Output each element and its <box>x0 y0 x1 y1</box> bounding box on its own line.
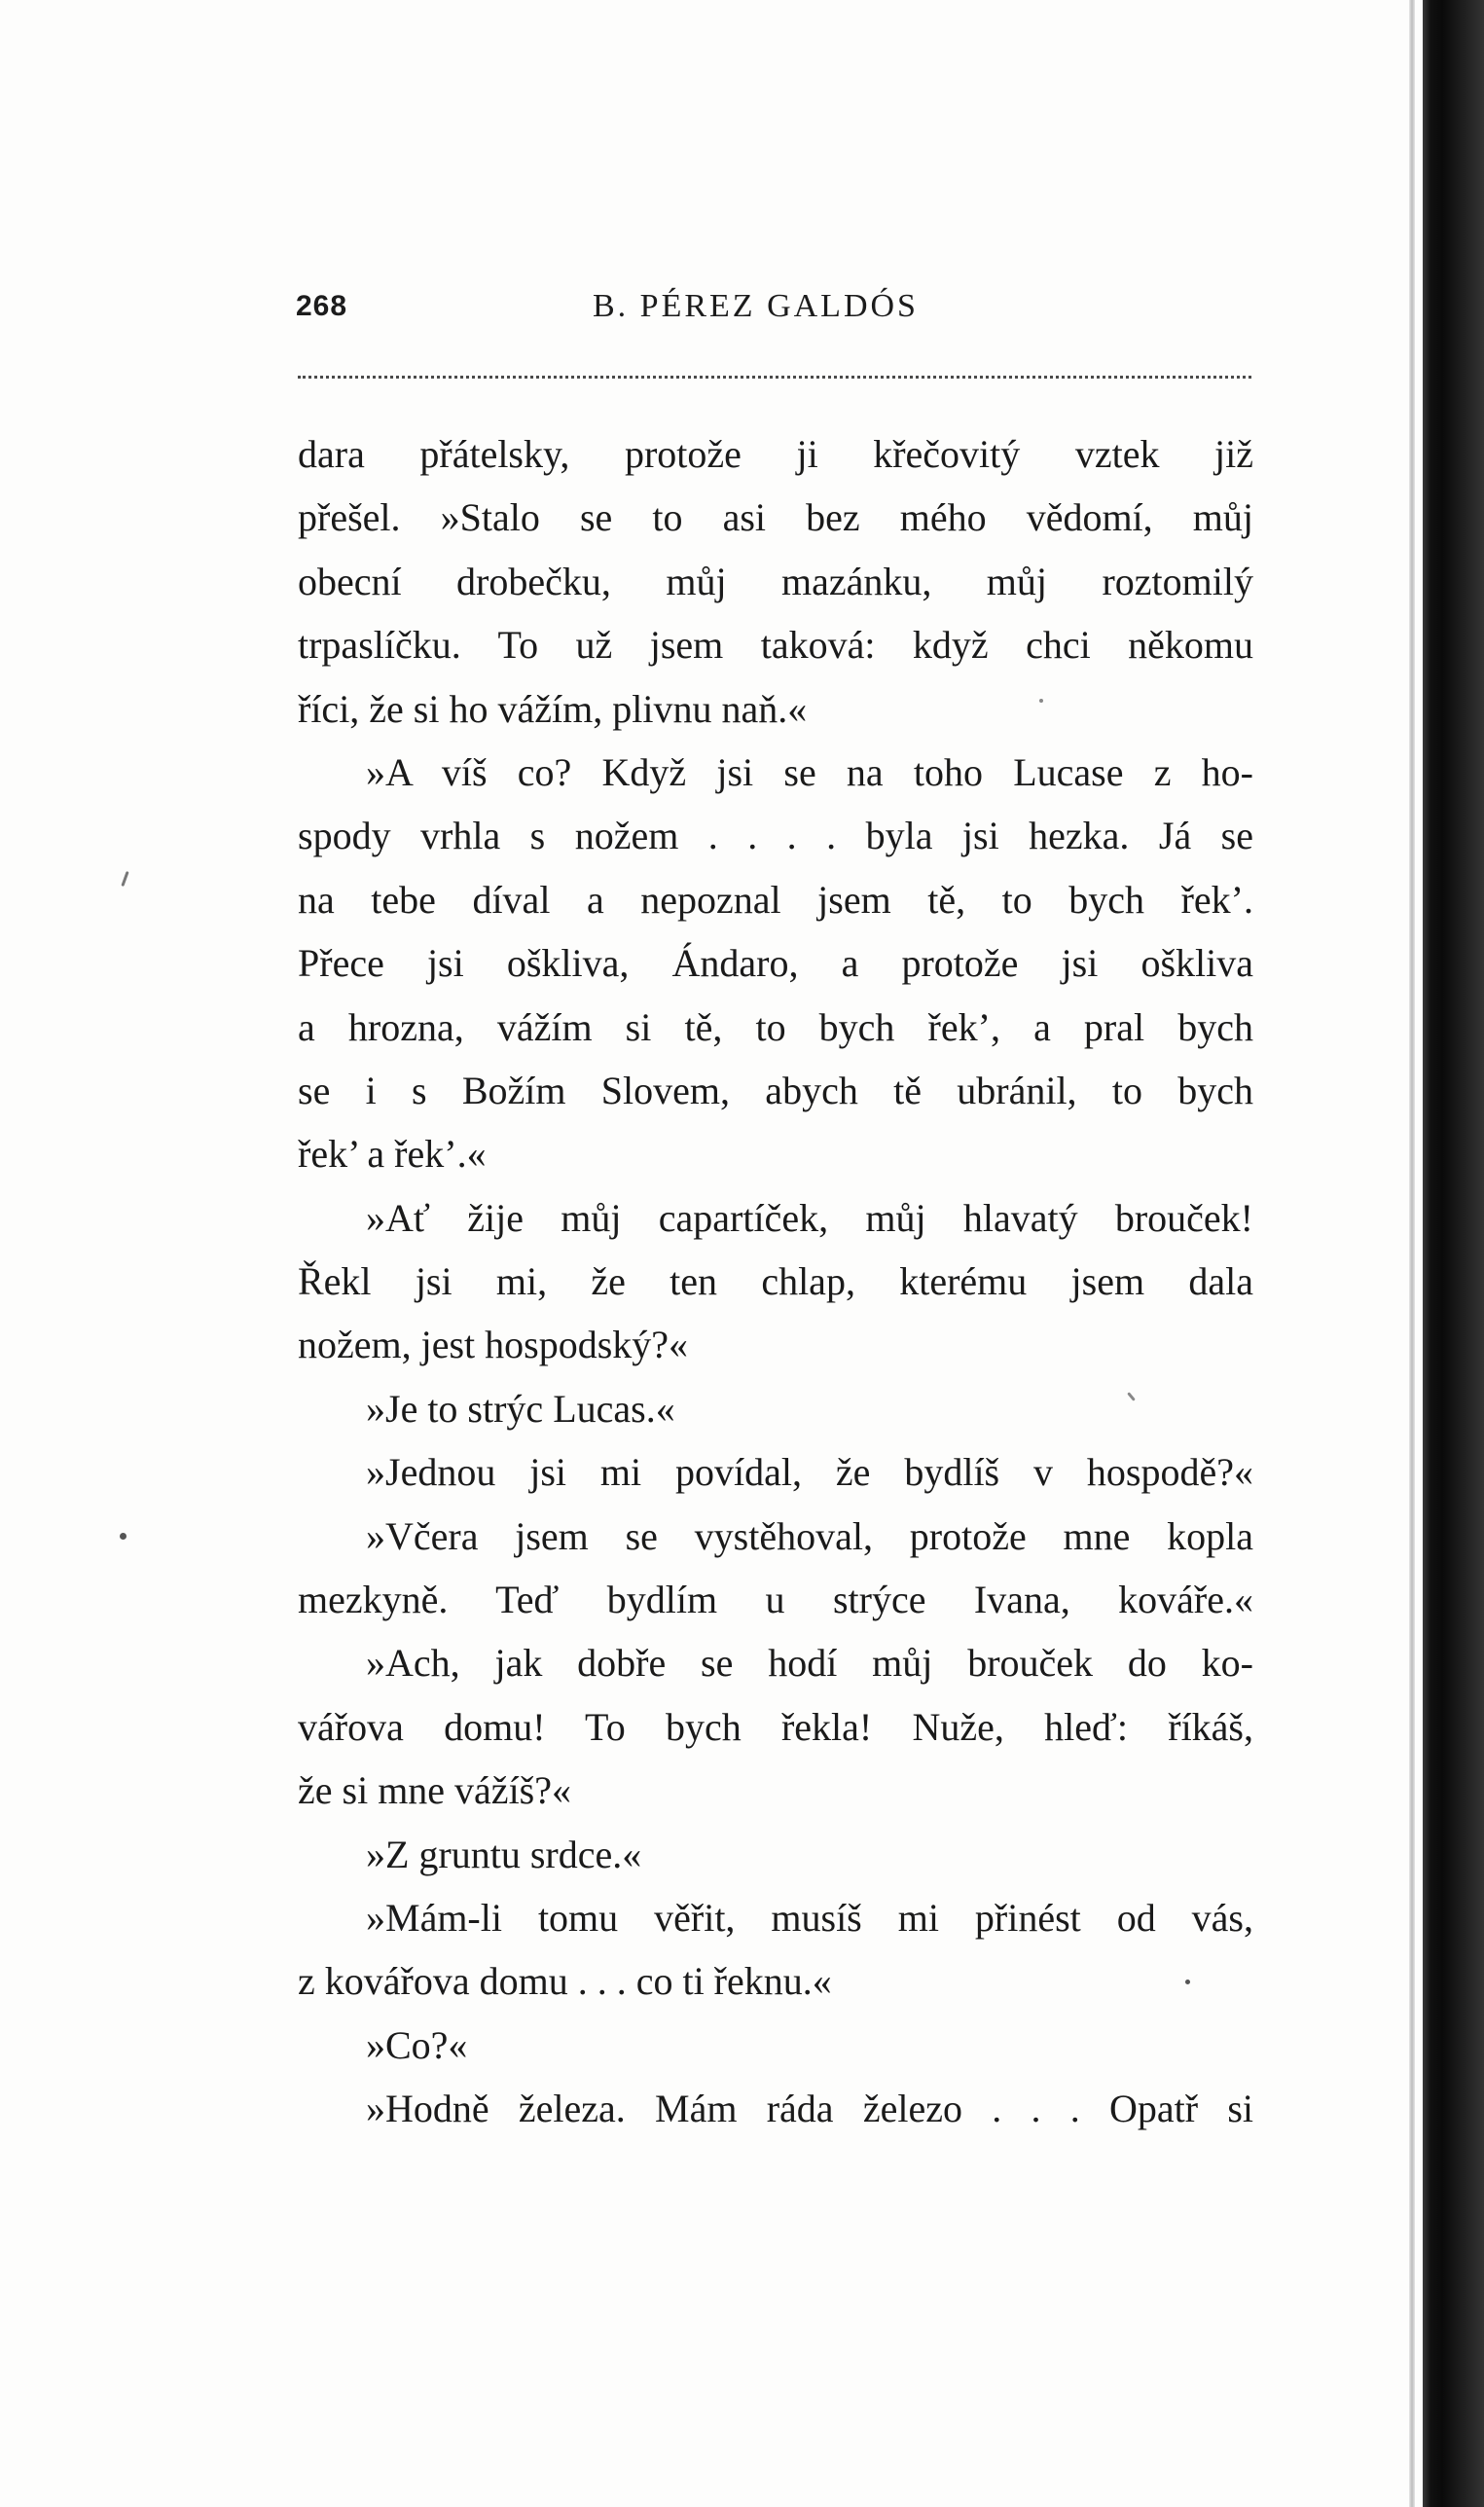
text-line: Přece jsi ošklivа, Ándaro, a protože jsi ošklivа <box>298 941 1253 986</box>
text-line: »Ať žije můj capartíček, můj hlavatý brouček! <box>366 1195 1253 1240</box>
text-line: »Hodně železa. Mám ráda železo . . . Opatř si <box>366 2087 1253 2131</box>
text-line: »Včera jsem se vystěhoval, protože mne kopla <box>366 1513 1253 1558</box>
text-line: řek’ a řek’.« <box>298 1132 487 1177</box>
text-line: přešel. »Stalo se to asi bez mého vědomí, můj <box>298 495 1253 540</box>
text-line: nožem, jest hospodský?« <box>298 1323 689 1367</box>
text-line: Řekl jsi mi, že ten chlap, kterému jsem dala <box>298 1259 1253 1304</box>
page-fold-line <box>1409 0 1415 2507</box>
scan-speck <box>1039 699 1043 703</box>
text-line: se i s Božím Slovem, abych tě ubránil, to bych <box>298 1068 1253 1112</box>
body-text <box>298 422 1253 2141</box>
text-line: z kovářova domu . . . co ti řeknu.« <box>298 1959 832 2004</box>
scan-speck <box>121 871 128 887</box>
text-line: spody vrhla s nožem . . . . byla jsi hezka. Já se <box>298 814 1253 858</box>
page-edge-shadow <box>1423 0 1484 2507</box>
text-line: »Jednou jsi mi povídal, že bydlíš v hospodě?« <box>366 1450 1253 1495</box>
text-line: »Je to strýc Lucas.« <box>366 1386 675 1431</box>
text-line: trpaslíčku. To už jsem taková: když chci někomu <box>298 623 1253 668</box>
header-dotted-rule <box>298 376 1251 379</box>
text-line: »Mám-li tomu věřit, musíš mi přinést od vás, <box>366 1895 1253 1940</box>
text-line: říci, že si ho vážím, plivnu naň.« <box>298 686 808 731</box>
text-line: »Co?« <box>366 2022 468 2067</box>
text-line: »A víš co? Když jsi se na toho Lucase z ho- <box>366 749 1253 794</box>
page-number: 268 <box>296 290 348 322</box>
text-line: »Z gruntu srdce.« <box>366 1832 642 1876</box>
running-head: B. PÉREZ GALDÓS <box>593 288 919 324</box>
page-header <box>296 284 1251 333</box>
scan-speck <box>1185 1980 1190 1984</box>
text-line: dara přátelsky, protože ji křečovitý vztek již <box>298 432 1253 476</box>
text-line: na tebe díval a nepoznal jsem tě, to bych řek’. <box>298 877 1253 922</box>
text-line: a hrozna, vážím si tě, to bych řek’, a pral bych <box>298 1004 1253 1049</box>
text-line: mezkyně. Teď bydlím u strýce Ivana, kováře.« <box>298 1578 1253 1622</box>
text-line: »Ach, jak dobře se hodí můj brouček do ko- <box>366 1641 1253 1686</box>
text-line: vářova domu! To bych řekla! Nuže, hleď: říkáš, <box>298 1704 1253 1749</box>
scan-speck <box>120 1533 127 1540</box>
text-line: že si mne vážíš?« <box>298 1768 571 1813</box>
text-line: obecní drobečku, můj mazánku, můj roztomilý <box>298 559 1253 603</box>
